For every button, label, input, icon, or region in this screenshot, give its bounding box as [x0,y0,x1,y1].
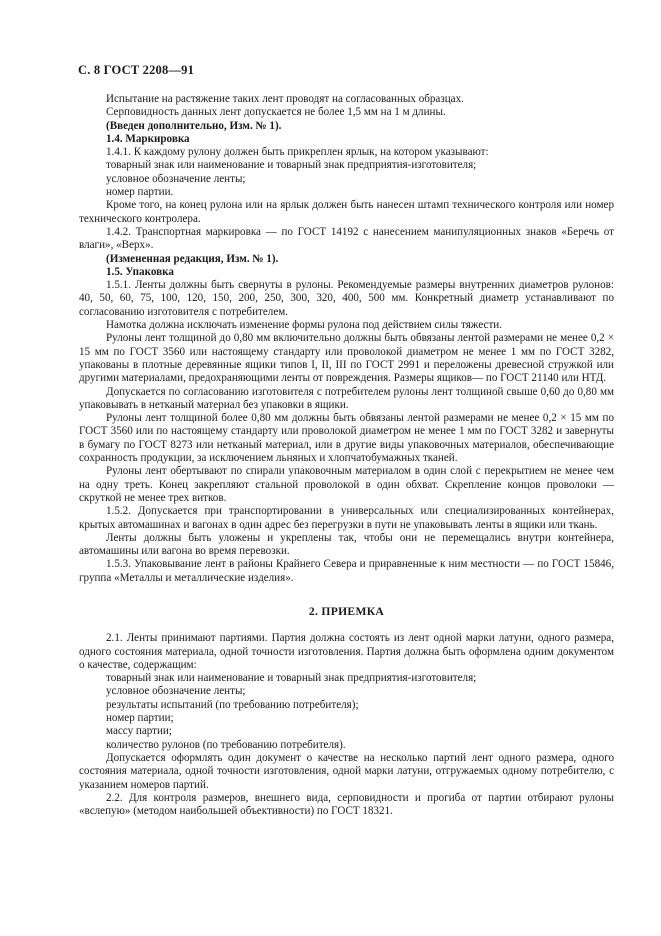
list-item: количество рулонов (по требованию потребителя). [106,738,346,751]
paragraph: Кроме того, на конец рулона или на ярлык должен быть нанесен штамп технического контроля или номер технического контролера. [79,199,614,225]
paragraph: Серповидность данных лент допускается не более 1,5 мм на 1 м длины. [106,106,446,119]
list-item: условное обозначение ленты; [106,685,246,698]
section-title-acceptance: 2. ПРИЕМКА [308,604,385,618]
list-item: массу партии; [106,725,172,738]
list-item: номер партии; [106,712,174,725]
paragraph: 1.4.2. Транспортная маркировка — по ГОСТ 14192 с нанесением манипуляционных знаков «Беречь от влаги», «Верх». [79,225,614,252]
list-item: условное обозначение ленты; [106,172,246,185]
list-item: номер партии. [106,186,174,199]
amendment-note: (Введен дополнительно, Изм. № 1). [106,119,282,132]
document-body [79,93,614,818]
paragraph: Ленты должны быть уложены и укреплены так, чтобы они не перемещались внутри контейнера, автомашины или вагона во время перевозки. [79,531,614,558]
paragraph: Допускается по согласованию изготовителя с потребителем рулоны лент толщиной свыше 0,60 до 0,80 мм упаковывать в нетканый материал без упаковки в ящики. [79,385,614,411]
paragraph: Рулоны лент обертывают по спирали упаковочным материалом в один слой с перекрытием не менее чем на одну треть. Конец закрепляют стальной проволокой в один обхват. Скрепление концов проволоки — скруткой не менее трех витков. [79,465,614,504]
paragraph: Испытание на растяжение таких лент проводят на согласованных образцах. [106,93,464,105]
amendment-note: (Измененная редакция, Изм. № 1). [106,252,279,265]
paragraph: Допускается оформлять один документ о качестве на несколько партий лент одного размера, одного состояния материала, одной точности изготовления, одной марки латуни, отгружаемых одному потребителю, с указанием номеров партий. [79,751,614,791]
list-item: результаты испытаний (по требованию потребителя); [106,698,359,711]
paragraph: Рулоны лент толщиной более 0,80 мм должны быть обвязаны лентой размерами не менее 0,2 × 15 мм по ГОСТ 3560 или по настоящему стандарту или проволокой диаметром не менее 1 мм по ГОСТ 3282 и завернуты в бумагу по ГОСТ 8273 или нетканый материал, или в другие виды упаковочных материалов, обеспечивающие сохранность продукции, за исключением льняных и хлопчатобумажных тканей. [79,412,614,465]
list-item: товарный знак или наименование и товарный знак предприятия-изготовителя; [106,672,477,685]
paragraph: 2.1. Ленты принимают партиями. Партия должна состоять из лент одной марки латуни, одного размера, одного состояния материала, одной точности изготовления. Партия должна быть оформлена одним документом о качестве, содержащим: [79,632,614,671]
paragraph: Намотка должна исключать изменение формы рулона под действием силы тяжести. [106,319,503,332]
page-header: С. 8 ГОСТ 2208—91 [78,63,195,77]
paragraph: 1.4.1. К каждому рулону должен быть прикреплен ярлык, на котором указывают: [106,146,489,159]
list-item: товарный знак или наименование и товарный знак предприятия-изготовителя; [106,159,477,172]
paragraph: 1.5.3. Упаковывание лент в районы Крайнего Севера и приравненные к ним местности — по ГОСТ 15846, группа «Металлы и металлические изделия». [79,558,614,584]
paragraph: 1.5.2. Допускается при транспортировании в универсальных или специализированных контейнерах, крытых автомашинах и вагонах в один адрес без перегрузки в пути не упаковывать ленты в ящики или ткань. [79,505,614,531]
paragraph: 1.5.1. Ленты должны быть свернуты в рулоны. Рекомендуемые размеры внутренних диаметров рулонов: 40, 50, 60, 75, 100, 120, 150, 200, 250, 300, 320, 400, 500 мм. Конкретный диаметр устанавливают по согласованию изготовителя с потребителем. [79,279,614,318]
section-heading-packaging: 1.5. Упаковка [106,265,174,278]
paragraph: 2.2. Для контроля размеров, внешнего вида, серповидности и прогиба от партии отбирают рулоны «вслепую» (методом наибольшей объективности) по ГОСТ 18321. [79,791,614,818]
section-heading-marking: 1.4. Маркировка [106,132,190,145]
paragraph: Рулоны лент толщиной до 0,80 мм включительно должны быть обвязаны лентой размерами не менее 0,2 × 15 мм по ГОСТ 3560 или настоящему стандарту или проволокой диаметром не менее 1 мм по ГОСТ 3282, упакованы в плотные деревянные ящики типов I, II, III по ГОСТ 2991 и переложены древесной стружкой или другими материалами, предохраняющими ленты от повреждения. Размеры ящиков— по ГОСТ 21140 или НТД. [79,332,614,385]
